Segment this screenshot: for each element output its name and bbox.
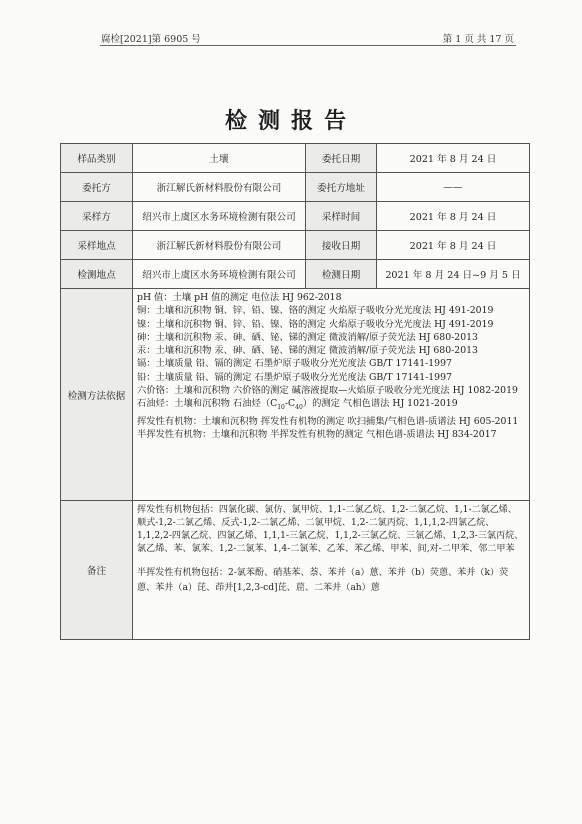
value-sample-type: 土壤	[133, 144, 306, 173]
label-sample-type: 样品类别	[61, 144, 133, 173]
method-line-voc: 挥发性有机物：土壤和沉积物 挥发性有机物的测定 吹扫捕集/气相色谱-质谱法 HJ 605-2011	[137, 415, 519, 427]
row-sampling-site	[61, 231, 530, 260]
label-methods: 检测方法依据	[61, 289, 133, 501]
method-line-copper: 铜：土壤和沉积物 铜、锌、铅、镍、铬的测定 火焰原子吸收分光光度法 HJ 491-2019	[137, 305, 494, 317]
label-sampling-time: 采样时间	[306, 202, 377, 231]
notes-voc-list: 挥发性有机物包括：四氯化碳、氯仿、氯甲烷、1,1-二氯乙烷、1,2-二氯乙烷、1,1-二氯乙烯、顺式-1,2-二氯乙烯、反式-1,2-二氯乙烯、二氯甲烷、1,2-二氯丙烷、1,1,1,2-四氯乙烷、1,1,2,2-四氯乙烷、四氯乙烯、1,1,1-三氯乙烷、1,1,2-三氯乙烷、三氯乙烯、1,2,3-三氯丙烷、氯乙烯、苯、氯苯、1,2-二氯苯、1,4-二氯苯、乙苯、苯乙烯、甲苯、间,对-二甲苯、邻二甲苯	[137, 505, 524, 555]
row-notes	[61, 501, 530, 640]
method-line-ph: pH 值：土壤 pH 值的测定 电位法 HJ 962-2018	[137, 292, 342, 303]
methods-list	[133, 289, 530, 501]
method-line-svoc: 半挥发性有机物：土壤和沉积物 半挥发性有机物的测定 气相色谱-质谱法 HJ 834-2017	[137, 428, 497, 440]
row-sampler	[61, 202, 530, 231]
label-sampling-site: 采样地点	[61, 231, 133, 260]
notes-svoc-list: 半挥发性有机物包括：2-氯苯酚、硝基苯、萘、苯并（a）蒽、苯并（b）荧蒽、苯并（k）荧蒽、苯并（a）芘、茚并[1,2,3-cd]芘、䓛、二苯并（ah）蒽	[137, 568, 509, 594]
label-sampler: 采样方	[61, 202, 133, 231]
label-receipt-date: 接收日期	[306, 231, 377, 260]
notes-content	[133, 501, 530, 640]
value-test-site: 绍兴市上虞区水务环境检测有限公司	[133, 260, 306, 289]
petroleum-subscript-2: 40	[295, 404, 303, 412]
page-indicator: 第 1 页 共 17 页	[442, 34, 514, 45]
value-receipt-date: 2021 年 8 月 24 日	[377, 231, 530, 260]
method-line-lead: 铅：土壤质量 铅、镉的测定 石墨炉原子吸收分光光度法 GB/T 17141-1997	[137, 371, 452, 383]
method-line-cadmium: 镉：土壤质量 铅、镉的测定 石墨炉原子吸收分光光度法 GB/T 17141-1997	[137, 358, 452, 370]
petroleum-mid: -C	[284, 398, 296, 410]
report-table	[60, 143, 530, 640]
method-line-petroleum	[137, 397, 525, 414]
value-sampling-site: 浙江解氏新材料股份有限公司	[133, 231, 306, 260]
label-client: 委托方	[61, 173, 133, 202]
label-commission-date: 委托日期	[306, 144, 377, 173]
value-sampling-time: 2021 年 8 月 24 日	[377, 202, 530, 231]
method-line-hexavalent-chromium: 六价铬：土壤和沉积物 六价铬的测定 碱溶液提取—火焰原子吸收分光光度法 HJ 1082-2019	[137, 385, 518, 397]
value-client: 浙江解氏新材料股份有限公司	[133, 173, 306, 202]
header-divider	[100, 45, 516, 46]
method-line-nickel: 镍：土壤和沉积物 铜、锌、铅、镍、铬的测定 火焰原子吸收分光光度法 HJ 491-2019	[137, 318, 494, 330]
report-title: 检测报告	[224, 108, 357, 134]
method-line-arsenic: 砷：土壤和沉积物 汞、砷、硒、铋、锑的测定 微波消解/原子荧光法 HJ 680-2013	[137, 331, 478, 343]
label-client-address: 委托方地址	[306, 173, 377, 202]
petroleum-suffix: ）的测定 气相色谱法 HJ 1021-2019	[302, 398, 458, 410]
label-notes: 备注	[61, 501, 133, 640]
row-client	[61, 173, 530, 202]
row-methods	[61, 289, 530, 501]
label-test-site: 检测地点	[61, 260, 133, 289]
method-line-mercury: 汞：土壤和沉积物 汞、砷、硒、铋、锑的测定 微波消解/原子荧光法 HJ 680-2013	[137, 345, 478, 357]
report-number: 腐检[2021]第 6905 号	[101, 34, 201, 45]
value-client-address: ——	[377, 173, 530, 202]
petroleum-subscript-1: 10	[277, 404, 285, 412]
value-sampler: 绍兴市上虞区水务环境检测有限公司	[133, 202, 306, 231]
row-test-site	[61, 260, 530, 289]
row-sample-type	[61, 144, 530, 173]
label-test-date: 检测日期	[306, 260, 377, 289]
value-commission-date: 2021 年 8 月 24 日	[377, 144, 530, 173]
petroleum-prefix: 石油烃：土壤和沉积物 石油烃（C	[137, 398, 278, 410]
value-test-date: 2021 年 8 月 24 日~9 月 5 日	[377, 260, 530, 289]
